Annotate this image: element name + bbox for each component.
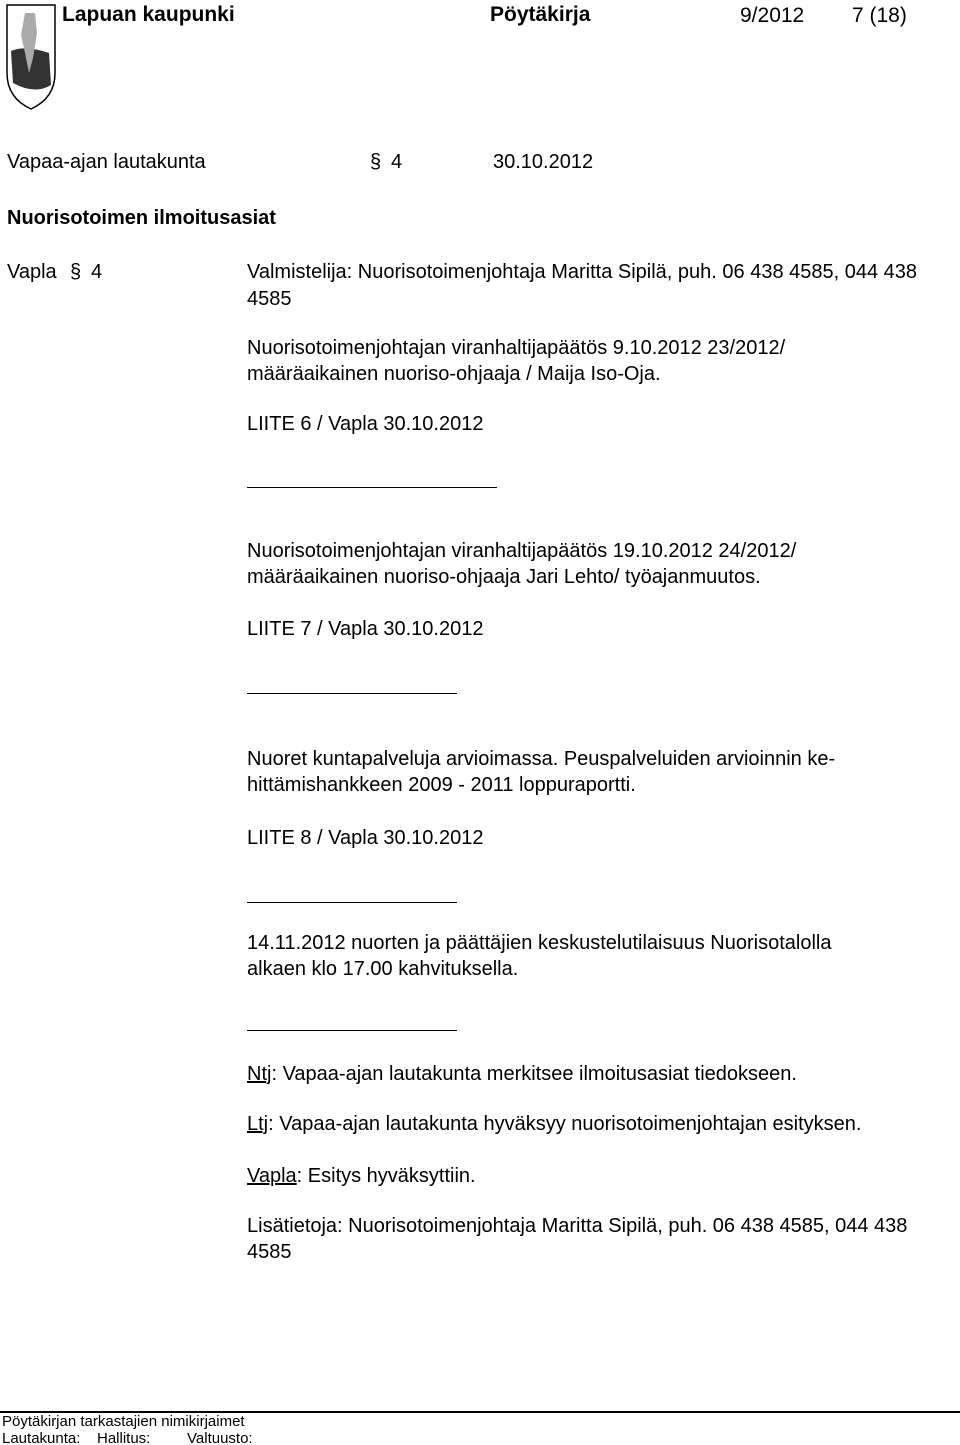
- decision-text: : Esitys hyväksyttiin.: [296, 1165, 476, 1187]
- ref-section-sign: §: [70, 261, 82, 283]
- item-2-line: määräaikainen nuoriso-ohjaaja Jari Lehto/ työajanmuutos.: [247, 566, 761, 588]
- divider: [247, 1030, 457, 1031]
- decision-text: : Vapaa-ajan lautakunta hyväksyy nuorisotoimenjohtajan esityksen.: [268, 1113, 862, 1135]
- footer-field-hallitus: Hallitus:: [97, 1430, 151, 1445]
- item-2-line: Nuorisotoimenjohtajan viranhaltijapäätös 19.10.2012 24/2012/: [247, 540, 797, 562]
- footer-field-valtuusto: Valtuusto:: [187, 1430, 253, 1445]
- divider: [247, 693, 457, 694]
- divider: [247, 902, 457, 903]
- section-sign: §: [370, 151, 382, 173]
- preparer: 4585: [247, 288, 292, 310]
- info: 4585: [247, 1241, 292, 1263]
- item-1-line: Nuorisotoimenjohtajan viranhaltijapäätös 9.10.2012 23/2012/: [247, 337, 786, 359]
- decision-text: : Vapaa-ajan lautakunta merkitsee ilmoitusasiat tiedokseen.: [271, 1063, 797, 1085]
- ref-label: Vapla: [7, 261, 57, 283]
- info: Lisätietoja: Nuorisotoimenjohtaja Maritta Sipilä, puh. 06 438 4585, 044 438: [247, 1215, 908, 1237]
- item-3-attachment: LIITE 8 / Vapla 30.10.2012: [247, 827, 484, 849]
- footer-field-lautakunta: Lautakunta:: [2, 1430, 81, 1445]
- decision-label: Ltj: [247, 1113, 269, 1135]
- section-number: 4: [391, 151, 403, 173]
- coat-of-arms-logo: [5, 3, 57, 111]
- item-3-line: Nuoret kuntapalveluja arvioimassa. Peuspalveluiden arvioinnin ke-: [247, 748, 836, 770]
- preparer: Valmistelija: Nuorisotoimenjohtaja Maritta Sipilä, puh. 06 438 4585, 044 438: [247, 261, 918, 283]
- meeting-body: Vapaa-ajan lautakunta: [7, 151, 206, 173]
- item-2-attachment: LIITE 7 / Vapla 30.10.2012: [247, 618, 484, 640]
- decision-ntj: [247, 1061, 797, 1087]
- item-1-line: määräaikainen nuoriso-ohjaaja / Maija Iso-Oja.: [247, 363, 661, 385]
- item-4-line: 14.11.2012 nuorten ja päättäjien keskustelutilaisuus Nuorisotalolla: [247, 932, 832, 954]
- org-name: Lapuan kaupunki: [62, 3, 235, 26]
- footer-title: Pöytäkirjan tarkastajien nimikirjaimet: [2, 1413, 245, 1430]
- page-number: 7 (18): [852, 4, 907, 27]
- decision-label: Vapla: [247, 1165, 297, 1187]
- meeting-date: 30.10.2012: [493, 151, 594, 173]
- doc-type: Pöytäkirja: [490, 3, 591, 26]
- section-title: Nuorisotoimen ilmoitusasiat: [7, 207, 276, 229]
- decision-vapla: [247, 1163, 476, 1189]
- ref-section: 4: [91, 261, 103, 283]
- item-3-line: hittämishankkeen 2009 - 2011 loppuraportti.: [247, 774, 636, 796]
- doc-number: 9/2012: [740, 4, 805, 27]
- decision-ltj: [247, 1111, 861, 1137]
- item-1-attachment: LIITE 6 / Vapla 30.10.2012: [247, 413, 484, 435]
- divider: [247, 487, 497, 488]
- item-4-line: alkaen klo 17.00 kahvituksella.: [247, 958, 519, 980]
- decision-label: Ntj: [247, 1063, 272, 1085]
